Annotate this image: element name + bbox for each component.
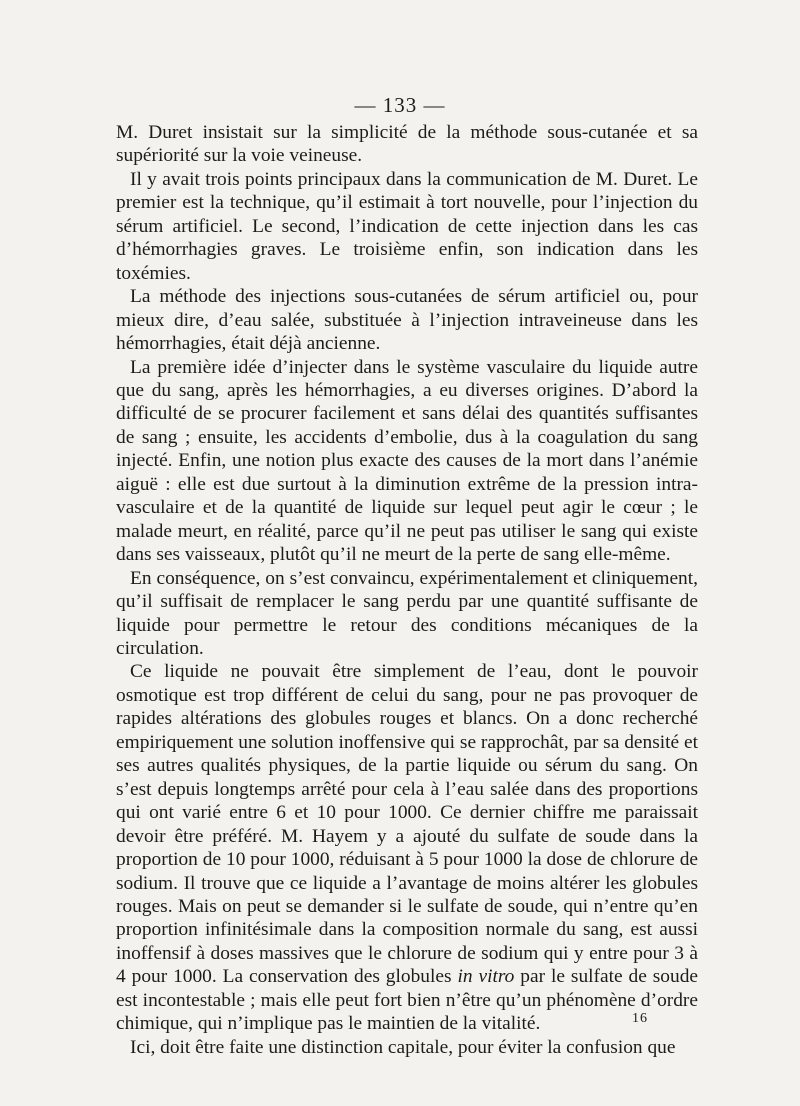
- paragraph: La méthode des injections sous-cutanées de sérum artificiel ou, pour mieux dire, d’eau salée, substituée à l’injection intraveineuse dans les hémorrhagies, était déjà ancienne.: [116, 286, 698, 355]
- paragraph: Il y avait trois points principaux dans la communication de M. Duret. Le premier est la technique, qu’il estimait à tort nouvelle, pour l’injection du sérum artificiel. Le second, l’indication de cette injection dans les cas d’hémorrhagies graves. Le troisième enfin, son indication dans les toxémies.: [116, 168, 698, 284]
- page-number: — 133 —: [354, 93, 446, 117]
- paragraph: M. Duret insistait sur la simplicité de la méthode sous-cutanée et sa supériorité sur la voie veineuse.: [116, 122, 698, 167]
- paragraph: En conséquence, on s’est convaincu, expérimentalement et cliniquement, qu’il suffisait de remplacer le sang perdu par une quantité suffisante de liquide pour permettre le retour des conditions mécaniques de la circulation.: [116, 567, 698, 659]
- paragraph: Ici, doit être faite une distinction capitale, pour éviter la confusion que: [130, 1036, 676, 1058]
- body-text: [116, 121, 698, 1059]
- paragraph: La première idée d’injecter dans le système vasculaire du liquide autre que du sang, après les hémorrhagies, a eu diverses origines. D’abord la difficulté de se procurer facilement et sans délai des quantités suffisantes de sang ; ensuite, les accidents d’embolie, dus à la coagulation du sang injecté. Enfin, une notion plus exacte des causes de la mort dans l’anémie aiguë : elle est due surtout à la diminution extrême de la pression intra-vasculaire et de la quantité de liquide sur lequel peut agir le cœur ; le malade meurt, en réalité, parce qu’il ne peut pas utiliser le sang qui existe dans ses vaisseaux, plutôt qu’il ne meurt de la perte de sang elle-même.: [116, 356, 698, 566]
- paragraph: Ce liquide ne pouvait être simplement de l’eau, dont le pouvoir osmotique est trop différent de celui du sang, pour ne pas provoquer de rapides altérations des globules rouges et blancs. On a donc recherché empiriquement une solution inoffensive qui se rapprochât, par sa densité et ses autres qualités physiques, de la partie liquide ou sérum du sang. On s’est depuis longtemps arrêté pour cela à l’eau salée dans des proportions qui ont varié entre 6 et 10 pour 1000. Ce dernier chiffre me paraissait devoir être préféré. M. Hayem y a ajouté du sulfate de soude dans la proportion de 10 pour 1000, réduisant à 5 pour 1000 la dose de chlorure de sodium. Il trouve que ce liquide a l’avantage de moins altérer les globules rouges. Mais on peut se demander si le sulfate de soude, qui n’entre qu’en proportion infinitésimale dans la composition normale du sang, est aussi inoffensif à doses massives que le chlorure de sodium qui y entre pour 3 à 4 pour 1000. La conservation des globules in vitro par le sulfate de soude est incontestable ; mais elle peut fort bien n’être qu’un phénomène d’ordre chimique, qui n’implique pas le maintien de la vitalité.: [116, 661, 698, 1035]
- printer-signature-mark: 16: [632, 1011, 648, 1026]
- italic-term: in vitro: [457, 966, 515, 988]
